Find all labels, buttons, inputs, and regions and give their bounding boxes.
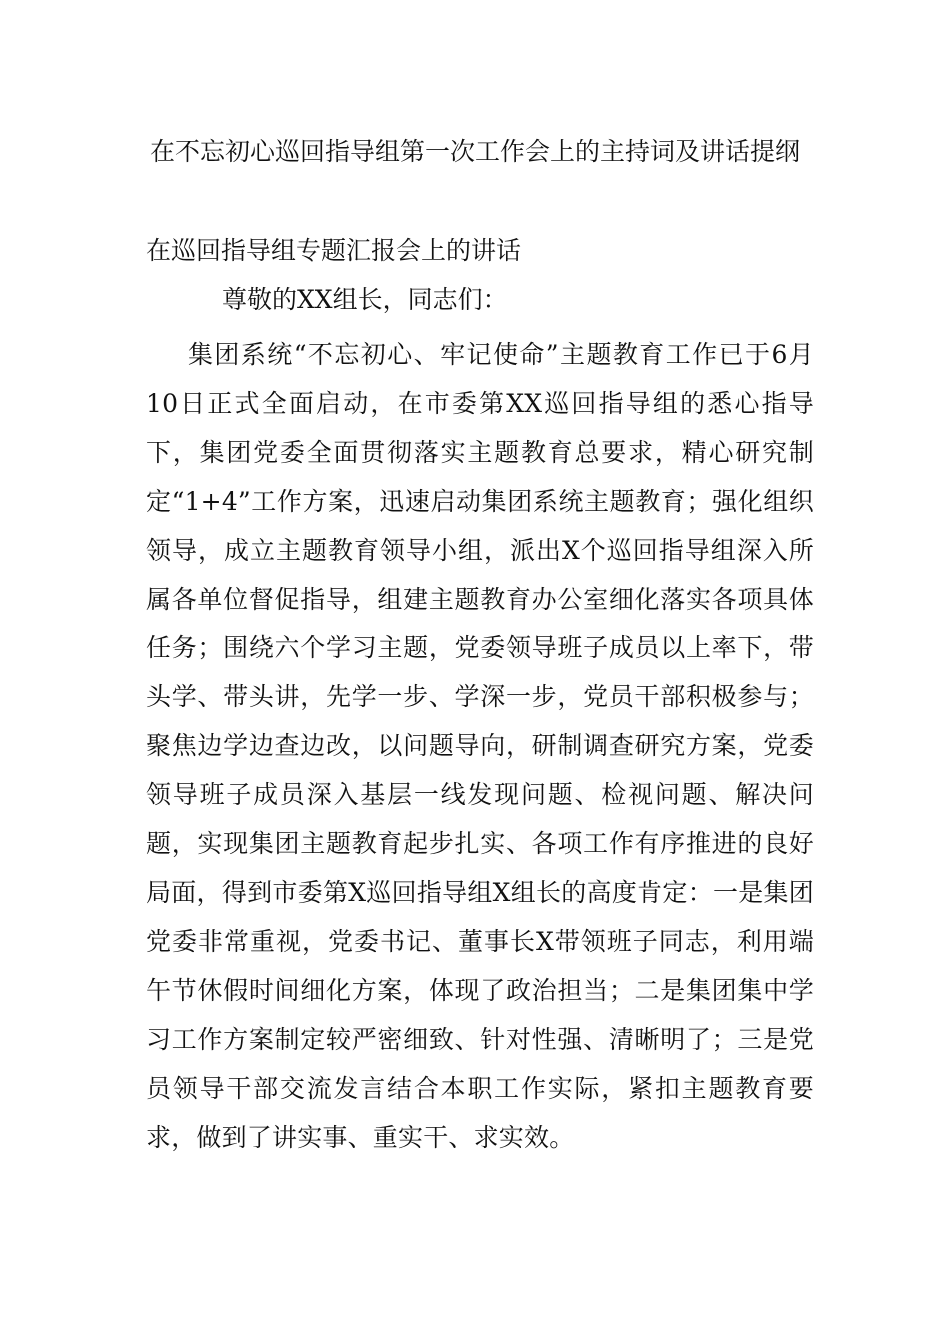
document-title: 在不忘初心巡回指导组第一次工作会上的主持词及讲话提纲 xyxy=(149,137,800,166)
salutation: 尊敬的XX组长，同志们： xyxy=(222,285,508,314)
body-paragraph: 集团系统“不忘初心、牢记使命”主题教育工作已于6月10日正式全面启动，在市委第XX巡回指导组的悉心指导下，集团党委全面贯彻落实主题教育总要求，精心研究制定“1+4”工作方案，迅速启动集团系统主题教育；强化组织领导，成立主题教育领导小组，派出X个巡回指导组深入所属各单位督促指导，组建主题教育办公室细化落实各项具体任务；围绕六个学习主题，党委领导班子成员以上率下，带头学、带头讲，先学一步、学深一步，党员干部积极参与；聚焦边学边查边改，以问题导向，研制调查研究方案，党委领导班子成员深入基层一线发现问题、检视问题、解决问题，实现集团主题教育起步扎实、各项工作有序推进的良好局面，得到市委第X巡回指导组X组长的高度肯定：一是集团党委非常重视，党委书记、董事长X带领班子同志，利用端午节休假时间细化方案，体现了政治担当；二是集团集中学习工作方案制定较严密细致、针对性强、清晰明了；三是党员领导干部交流发言结合本职工作实际，紧扣主题教育要求，做到了讲实事、重实干、求实效。 xyxy=(146,340,814,1152)
document-subtitle: 在巡回指导组专题汇报会上的讲话 xyxy=(146,236,522,265)
